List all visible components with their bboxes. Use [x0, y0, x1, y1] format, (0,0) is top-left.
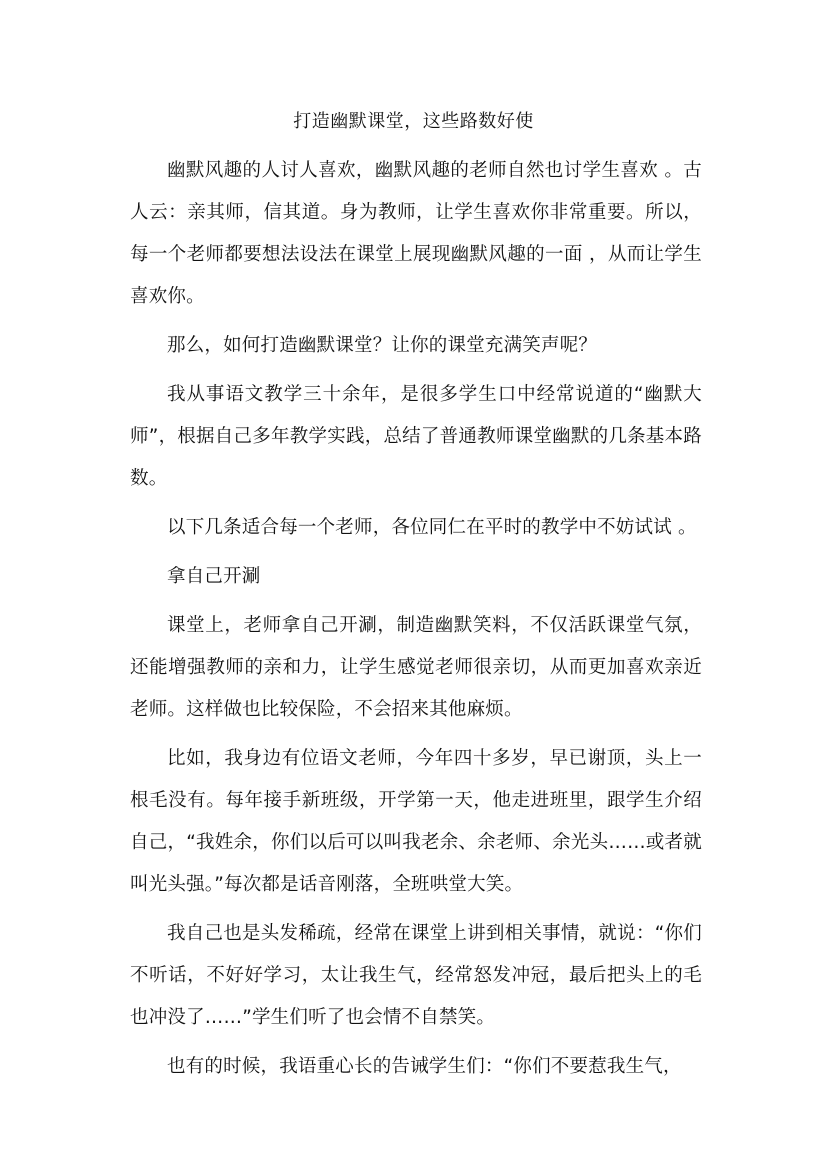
document-title: 打造幽默课堂，这些路数好使 — [293, 111, 534, 132]
paragraph-warning: 也有的时候，我语重心长的告诫学生们：“你们不要惹我生气， — [167, 1056, 682, 1077]
paragraph-experience: 我从事语文教学三十余年，是很多学生口中经常说道的“幽默大师”，根据自己多年教学实践，总结了普通教师课堂幽默的几条基本路数。 — [130, 384, 702, 489]
paragraph-intro: 幽默风趣的人讨人喜欢，幽默风趣的老师自然也讨学生喜欢 。古人云：亲其师，信其道。身为教师，让学生喜欢你非常重要。所以，每一个老师都要想法设法在课堂上展现幽默风趣的一面 ，从而让学生喜欢你。 — [130, 160, 702, 307]
section-heading: 拿自己开涮 — [167, 566, 261, 587]
paragraph-suggestion: 以下几条适合每一个老师，各位同仁在平时的教学中不妨试试 。 — [167, 517, 697, 538]
paragraph-question: 那么，如何打造幽默课堂？让你的课堂充满笑声呢？ — [167, 335, 598, 356]
paragraph-example-colleague: 比如，我身边有位语文老师，今年四十多岁，早已谢顶，头上一根毛没有。每年接手新班级，开学第一天，他走进班里，跟学生介绍自己，“我姓余，你们以后可以叫我老余、余老师、余光头……或者就叫光头强。”每次都是话音刚落，全班哄堂大笑。 — [130, 748, 702, 895]
paragraph-self-mockery: 课堂上，老师拿自己开涮，制造幽默笑料，不仅活跃课堂气氛，还能增强教师的亲和力，让学生感觉老师很亲切，从而更加喜欢亲近老师。这样做也比较保险，不会招来其他麻烦。 — [130, 615, 702, 720]
paragraph-example-self: 我自己也是头发稀疏，经常在课堂上讲到相关事情，就说：“你们不听话，不好好学习，太让我生气，经常怒发冲冠，最后把头上的毛也冲没了……”学生们听了也会情不自禁笑。 — [130, 923, 702, 1028]
document-body — [130, 150, 702, 1095]
